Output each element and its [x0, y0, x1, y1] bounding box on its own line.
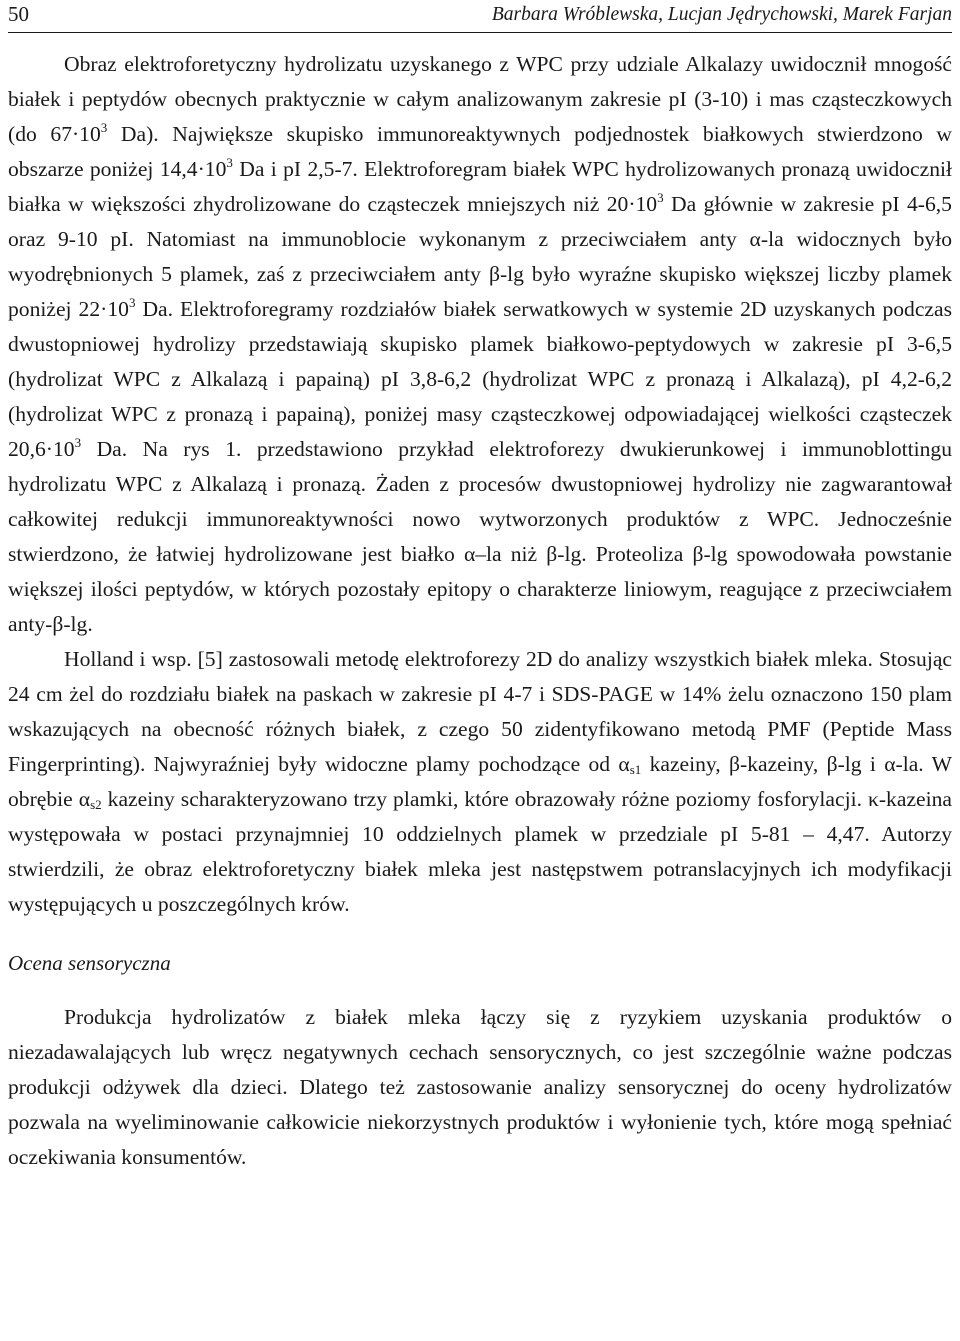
- superscript: 3: [100, 120, 108, 135]
- page-number: 50: [8, 2, 29, 26]
- text-segment: kazeiny scharakteryzowano trzy plamki, które obrazowały różne poziomy fosforylacji. κ-kazeina występowała w postaci przynajmniej 10 oddzielnych plamek w przedziale pI 5-81 – 4,47. Autorzy stwierdzili, że obraz elektroforetyczny białek mleka jest następstwem potranslacyjnych ich modyfikacji występujących u poszczególnych krów.: [8, 787, 952, 916]
- body-text: [8, 47, 952, 1175]
- running-header: [8, 0, 952, 33]
- text-segment: Holland i wsp. [5] zastosowali metodę elektroforezy 2D do analizy wszystkich białek mleka. Stosując 24 cm żel do rozdziału białek na paskach w zakresie pI 4-7 i SDS-PAGE w 14% żelu oznaczono 150 plam wskazujących na obecność różnych białek, z czego 50 zidentyfikowano metodą PMF (Peptide Mass Fingerprinting). Najwyraźniej były widoczne plamy pochodzące od α: [8, 647, 952, 776]
- text-segment: Da. Na rys 1. przedstawiono przykład elektroforezy dwukierunkowej i immunoblottingu hydrolizatu WPC z Alkalazą i pronazą. Żaden z procesów dwustopniowej hydrolizy nie zagwarantował całkowitej redukcji immunoreaktywności nowo wytworzonych produktów z WPC. Jednocześnie stwierdzono, że łatwiej hydrolizowane jest białko α–la niż β-lg. Proteoliza β-lg spowodowała powstanie większej ilości peptydów, w których pozostały epitopy o charakterze liniowym, reagujące z przeciwciałem anty-β-lg.: [8, 437, 952, 636]
- paragraph-electrophoresis-results: [8, 47, 952, 642]
- subscript: s2: [90, 797, 102, 812]
- text-segment: Da i pI 2,5-7. Elektroforegram białek WPC hydrolizowanych pronazą uwidocznił białka w większości zhydrolizowane do cząsteczek mniejszych niż 20·10: [8, 157, 952, 216]
- text-segment: Da). Największe skupisko immunoreaktywnych podjednostek białkowych stwierdzono w obszarze poniżej 14,4·10: [8, 122, 952, 181]
- superscript: 3: [657, 190, 664, 205]
- text-segment: Obraz elektroforetyczny hydrolizatu uzyskanego z WPC przy udziale Alkalazy uwidocznił mnogość białek i peptydów obecnych praktycznie w całym analizowanym zakresie pI (3-10) i mas cząsteczkowych (do 67·10: [8, 52, 952, 146]
- superscript: 3: [226, 155, 233, 170]
- section-heading: Ocena sensoryczna: [8, 951, 171, 975]
- paragraph-holland-study: [8, 642, 952, 922]
- superscript: 3: [128, 295, 136, 310]
- text-segment: Produkcja hydrolizatów z białek mleka łączy się z ryzykiem uzyskania produktów o niezadawalających lub wręcz negatywnych cechach sensorycznych, co jest szczególnie ważne podczas produkcji odżywek dla dzieci. Dlatego też zastosowanie analizy sensorycznej do oceny hydrolizatów pozwala na wyeliminowanie całkowicie niekorzystnych produktów i wyłonienie tych, które mogą spełniać oczekiwania konsumentów.: [8, 1005, 952, 1169]
- running-head-authors: Barbara Wróblewska, Lucjan Jędrychowski, Marek Farjan: [491, 4, 952, 25]
- superscript: 3: [74, 435, 82, 450]
- paragraph-sensory-evaluation: [8, 1000, 952, 1175]
- subscript: s1: [629, 762, 642, 777]
- text-segment: Da głównie w zakresie pI 4-6,5 oraz 9-10 pI. Natomiast na immunoblocie wykonanym z przeciwciałem anty α-la widocznych było wyodrębnionych 5 plamek, zaś z przeciwciałem anty β-lg było wyraźne skupisko większej liczby plamek poniżej 22·10: [8, 192, 952, 321]
- text-segment: Da. Elektroforegramy rozdziałów białek serwatkowych w systemie 2D uzyskanych podczas dwustopniowej hydrolizy przedstawiają skupisko plamek białkowo-peptydowych w zakresie pI 3-6,5 (hydrolizat WPC z Alkalazą i papainą) pI 3,8-6,2 (hydrolizat WPC z pronazą i Alkalazą), pI 4,2-6,2 (hydrolizat WPC z pronazą i papainą), poniżej masy cząsteczkowej odpowiadającej wielkości cząsteczek 20,6·10: [8, 297, 953, 461]
- text-segment: kazeiny, β-kazeiny, β-lg i α-la. W obrębie α: [8, 752, 952, 811]
- page: [8, 0, 952, 1175]
